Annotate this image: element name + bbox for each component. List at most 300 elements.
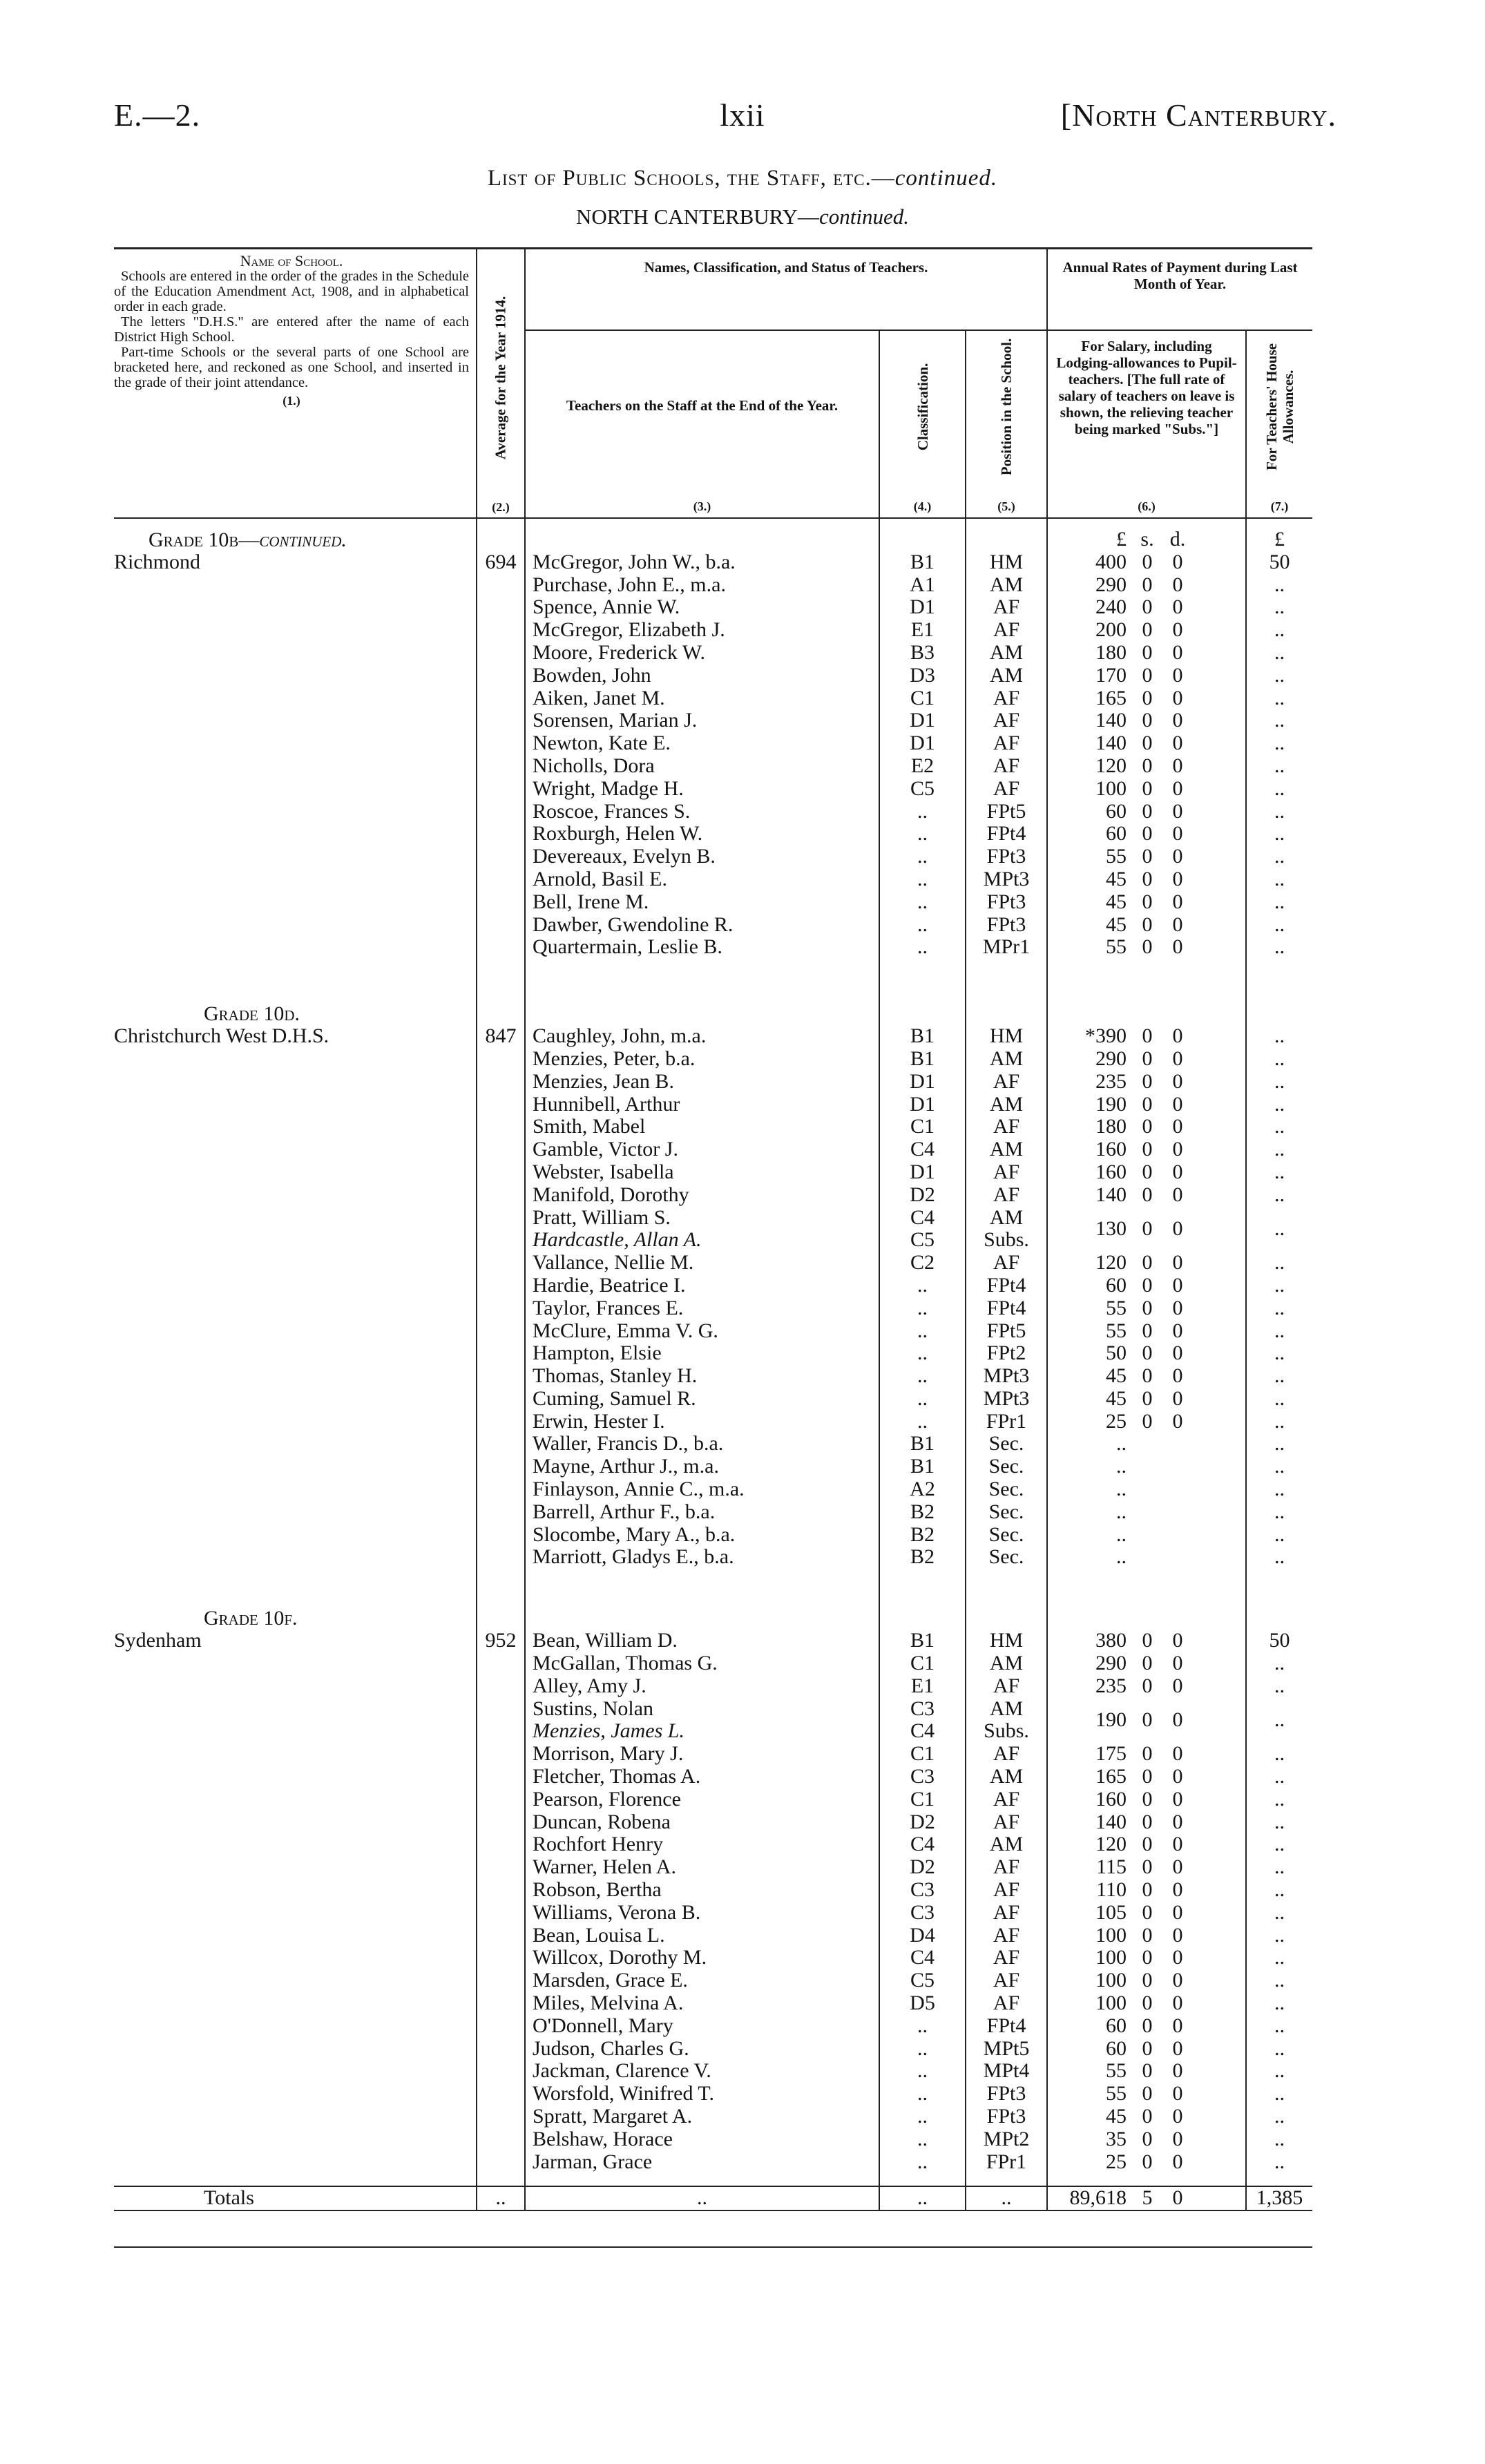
teacher-name [525,1675,879,1698]
salary-pence: 0 [1172,822,1183,846]
classification: C4 [879,1720,966,1743]
salary-pounds: 60 [1106,1273,1127,1297]
teacher-name-text: Belshaw, Horace [533,2127,673,2150]
salary-cell [1047,551,1246,574]
classification: C1 [879,1116,966,1138]
teacher-name-text: Waller, Francis D., b.a. [533,1432,724,1455]
salary-pounds: 165 [1095,686,1127,709]
salary-cell [1047,1766,1246,1788]
salary-shillings [1132,1455,1162,1478]
table-row [114,846,1312,868]
teacher-name [525,1947,879,1969]
salary-cell [1047,1025,1246,1048]
salary-shillings: 0 [1142,1765,1153,1788]
school-cell [114,1788,477,1811]
teacher-name [525,574,879,597]
house-allowance: .. [1246,1992,1312,2015]
table-row [114,1252,1312,1274]
salary-pence: 0 [1172,1251,1183,1274]
house-allowance: .. [1246,1138,1312,1161]
teacher-name [525,2060,879,2083]
header-position: Position in the School. (5.) [966,330,1047,518]
salary-cell [1047,936,1246,959]
salary-cell [1047,2151,1246,2174]
house-allowance: .. [1246,1207,1312,1252]
house-allowance: .. [1246,1116,1312,1138]
salary-pence: 0 [1172,1923,1183,1947]
average-cell [477,1652,525,1675]
teacher-name [525,846,879,868]
table-row [114,1788,1312,1811]
classification: .. [879,936,966,959]
position: AF [966,1161,1047,1184]
classification: .. [879,1365,966,1388]
position: AF [966,1902,1047,1925]
salary-shillings: 0 [1142,573,1153,596]
teacher-name [525,1116,879,1138]
salary-cell [1047,665,1246,687]
table-row [114,732,1312,755]
salary-pence: 0 [1172,1629,1183,1652]
teacher-name-text: Menzies, Peter, b.a. [533,1047,696,1070]
salary-shillings: 0 [1142,1787,1153,1811]
position: HM [966,1025,1047,1048]
position: AM [966,1207,1047,1230]
salary-cell [1047,1161,1246,1184]
salary-pence: 0 [1172,845,1183,868]
average-cell [477,1992,525,2015]
average-cell [477,1879,525,1902]
salary-cell [1047,1811,1246,1834]
classification: C4 [879,1138,966,1161]
house-allowance: .. [1246,1856,1312,1879]
salary-shillings: 0 [1142,1069,1153,1093]
totals-pence: 0 [1172,2186,1183,2210]
house-allowance: .. [1246,1478,1312,1501]
table-row [114,914,1312,937]
header-house-allowance: For Teachers' House Allowances. (7.) [1246,330,1312,518]
teacher-name [525,1879,879,1902]
teacher-name-text: Vallance, Nellie M. [533,1251,694,1274]
classification: B1 [879,1048,966,1071]
average-cell [477,1342,525,1365]
position: HM [966,551,1047,574]
salary-shillings [1132,1546,1162,1569]
house-allowance: .. [1246,1184,1312,1207]
classification: C4 [879,1207,966,1230]
salary-pence: 0 [1172,1674,1183,1697]
average-cell [477,1433,525,1455]
school-cell [114,1342,477,1365]
classification: D1 [879,1161,966,1184]
teacher-name [525,619,879,642]
teacher-name [525,2015,879,2038]
salary-pence: 0 [1172,2127,1183,2150]
classification: C1 [879,1788,966,1811]
salary-cell [1047,891,1246,914]
salary-pence: 0 [1172,618,1183,642]
teacher-name-text: Aiken, Janet M. [533,686,665,709]
position: AF [966,1116,1047,1138]
school-cell [114,596,477,619]
teacher-name [525,1320,879,1343]
teacher-name [525,1025,879,1048]
teacher-name-text: Sustins, Nolan [533,1697,654,1720]
salary-pence: 0 [1172,1900,1183,1924]
classification: C5 [879,778,966,801]
house-allowance: .. [1246,2060,1312,2083]
teacher-name-text: Roxburgh, Helen W. [533,822,703,846]
teacher-name-text: Warner, Helen A. [533,1855,676,1879]
salary-pounds: 140 [1095,709,1127,732]
average-cell [477,2038,525,2061]
average-cell [477,1388,525,1411]
average-cell [477,1524,525,1547]
school-cell [114,1833,477,1856]
salary-pence: 0 [1172,1708,1183,1732]
teacher-name [525,778,879,801]
table-row [114,1388,1312,1411]
position: AF [966,1856,1047,1879]
school-cell [114,1411,477,1433]
classification: C1 [879,1652,966,1675]
table-row [114,1856,1312,1879]
house-allowance: .. [1246,1766,1312,1788]
average-cell [477,1766,525,1788]
teacher-name-text: Bell, Irene M. [533,890,649,913]
teacher-name-text: Cuming, Samuel R. [533,1386,696,1410]
classification: C5 [879,1229,966,1252]
teacher-name [525,1811,879,1834]
classification: D1 [879,1093,966,1116]
position: Sec. [966,1546,1047,1569]
salary-cell [1047,1365,1246,1388]
salary-pence: 0 [1172,1833,1183,1856]
position: MPt3 [966,1388,1047,1411]
salary-cell [1047,1411,1246,1433]
classification: D5 [879,1992,966,2015]
school-cell [114,1002,477,1048]
salary-cell [1047,1698,1246,1744]
teacher-name [525,936,879,959]
school-cell [114,642,477,665]
teacher-name [525,1388,879,1411]
school-cell [114,1207,477,1230]
house-allowance: .. [1246,755,1312,778]
header-average: Average for the Year 1914. (2.) [477,249,525,519]
position: FPt4 [966,823,1047,846]
totals-house: 1,385 [1246,2186,1312,2210]
classification: D4 [879,1925,966,1947]
salary-pounds: 45 [1106,1386,1127,1410]
house-allowance: .. [1246,1388,1312,1411]
teacher-name-text: Miles, Melvina A. [533,1992,684,2015]
classification: .. [879,2060,966,2083]
school-cell [114,1743,477,1766]
school-cell [114,1811,477,1834]
table-row [114,1455,1312,1478]
table-row [114,1652,1312,1675]
salary-pence: 0 [1172,1386,1183,1410]
salary-pounds: 130 [1095,1216,1127,1240]
salary-shillings: 0 [1142,1878,1153,1902]
totals-label: Totals [114,2186,477,2210]
house-allowance: .. [1246,619,1312,642]
salary-pence: 0 [1172,1115,1183,1138]
position: MPt4 [966,2060,1047,2083]
grade-continued: continued. [259,528,347,551]
salary-pounds: 380 [1095,1629,1127,1652]
school-cell [114,1675,477,1698]
salary-pounds: 100 [1095,776,1127,800]
salary-pence: 0 [1172,1183,1183,1206]
house-allowance: .. [1246,1411,1312,1433]
teacher-name [525,2151,879,2174]
teacher-name [525,551,879,574]
classification: B1 [879,1455,966,1478]
teacher-name-text: Hampton, Elsie [533,1341,662,1365]
school-cell [114,528,477,574]
salary-pence: 0 [1172,1364,1183,1388]
salary-pence: 0 [1172,2150,1183,2173]
average-cell [477,801,525,823]
salary-shillings: 0 [1142,754,1153,777]
position: AM [966,1766,1047,1788]
table-row [114,1879,1312,1902]
salary-shillings: 0 [1142,1833,1153,1856]
average-cell [477,914,525,937]
salary-cell [1047,687,1246,710]
teacher-name [525,1365,879,1388]
position: FPt3 [966,914,1047,937]
salary-pounds: 120 [1095,1251,1127,1274]
totals-shillings: 5 [1142,2186,1153,2210]
average-cell [477,596,525,619]
house-allowance: .. [1246,1252,1312,1274]
header-teachers: Teachers on the Staff at the End of the Year. (3.) [525,330,879,518]
salary-pounds: 100 [1095,1923,1127,1947]
salary-cell [1047,1524,1246,1547]
salary-pounds: 55 [1106,1319,1127,1342]
salary-shillings: 0 [1142,709,1153,732]
salary-pounds: .. [1116,1432,1127,1455]
school-cell [114,619,477,642]
classification: .. [879,2105,966,2128]
position: AF [966,1811,1047,1834]
salary-pounds: .. [1116,1455,1127,1478]
salary-cell [1047,1433,1246,1455]
salary-shillings: 0 [1142,2014,1153,2037]
classification: .. [879,801,966,823]
average-cell [477,1833,525,1856]
classification: E1 [879,619,966,642]
table-row [114,1207,1312,1230]
salary-pounds: 180 [1095,1115,1127,1138]
school-cell [114,1229,477,1252]
grade-heading [114,1607,298,1630]
school-cell [114,1607,477,1652]
salary-pence: 0 [1172,573,1183,596]
table-row [114,1093,1312,1116]
salary-cell [1047,1297,1246,1320]
house-allowance: .. [1246,1743,1312,1766]
salary-shillings: 0 [1142,1251,1153,1274]
house-allowance: .. [1246,2128,1312,2151]
teacher-name-text: Webster, Isabella [533,1160,674,1183]
salary-cell [1047,1184,1246,1207]
table-row [114,1992,1312,2015]
average-cell [477,1720,525,1743]
position: Subs. [966,1229,1047,1252]
table-row [114,709,1312,732]
teacher-name-text: Mayne, Arthur J., m.a. [533,1455,719,1478]
classification: B1 [879,1433,966,1455]
teacher-name [525,1184,879,1207]
salary-shillings: 0 [1142,1160,1153,1183]
salary-pounds: 180 [1095,640,1127,664]
position: AF [966,1675,1047,1698]
average-cell [477,1207,525,1230]
school-cell [114,1388,477,1411]
salary-shillings: 0 [1142,1923,1153,1947]
salary-shillings: 0 [1142,1810,1153,1833]
salary-cell [1047,1501,1246,1524]
salary-pounds: 190 [1095,1092,1127,1116]
salary-shillings: 0 [1142,686,1153,709]
table-row [114,1184,1312,1207]
salary-pounds: 235 [1095,1674,1127,1697]
school-cell [114,1093,477,1116]
salary-cell [1047,1833,1246,1856]
position: AM [966,1698,1047,1721]
salary-shillings: 0 [1142,1092,1153,1116]
table-row [114,1161,1312,1184]
salary-pounds: 45 [1106,2105,1127,2128]
average-cell: 694 [477,551,525,574]
school-cell [114,1969,477,1992]
classification: D1 [879,1071,966,1093]
teacher-name-text: Sorensen, Marian J. [533,709,698,732]
salary-cell [1047,778,1246,801]
average-cell [477,1947,525,1969]
table-row [114,1116,1312,1138]
school-cell [114,1652,477,1675]
position: AM [966,1833,1047,1856]
school-cell [114,1856,477,1879]
average-cell [477,1902,525,1925]
salary-cell [1047,1992,1246,2015]
salary-cell [1047,2060,1246,2083]
classification: .. [879,868,966,891]
salary-cell [1047,1274,1246,1297]
school-cell [114,2038,477,2061]
house-allowance: .. [1246,1274,1312,1297]
salary-shillings: 0 [1142,1708,1153,1732]
salary-cell [1047,1138,1246,1161]
classification: B2 [879,1524,966,1547]
salary-cell [1047,1879,1246,1902]
teacher-name [525,1274,879,1297]
teacher-name [525,1252,879,1274]
position: AF [966,709,1047,732]
average-cell [477,891,525,914]
salary-pence: 0 [1172,1992,1183,2015]
average-cell [477,1925,525,1947]
salary-pounds: 100 [1095,1969,1127,1992]
totals-pounds: 89,618 [1069,2186,1127,2210]
school-cell [114,1365,477,1388]
salary-pence: 0 [1172,1216,1183,1240]
salary-pence: 0 [1172,1855,1183,1879]
salary-shillings [1132,1524,1162,1547]
salary-cell [1047,1630,1246,1652]
house-allowance: .. [1246,1524,1312,1547]
teacher-name-text: Menzies, Jean B. [533,1069,674,1093]
table-row [114,1947,1312,1969]
average-cell [477,1811,525,1834]
salary-shillings: 0 [1142,1319,1153,1342]
salary-pence: 0 [1172,1296,1183,1319]
teacher-name-text: Alley, Amy J. [533,1674,646,1697]
teacher-name-text: Caughley, John, m.a. [533,1024,707,1048]
school-cell [114,2015,477,2038]
salary-shillings: 0 [1142,1115,1153,1138]
school-cell [114,1720,477,1743]
salary-shillings: 0 [1142,935,1153,959]
salary-pounds: 290 [1095,1047,1127,1070]
house-allowance: .. [1246,1048,1312,1071]
position: AF [966,596,1047,619]
staff-table [114,247,1312,2211]
school-cell [114,2105,477,2128]
salary-cell [1047,2038,1246,2061]
school-cell [114,1071,477,1093]
school-cell [114,1116,477,1138]
teacher-name-text: Gamble, Victor J. [533,1138,678,1161]
salary-pounds: 140 [1095,1183,1127,1206]
salary-shillings: 0 [1142,822,1153,846]
position: FPt3 [966,2083,1047,2105]
school-cell [114,1524,477,1547]
salary-cell [1047,1388,1246,1411]
salary-pence: 0 [1172,550,1183,573]
school-cell [114,1320,477,1343]
page-district: [North Canterbury. [1060,97,1336,133]
classification: A1 [879,574,966,597]
salary-shillings: 0 [1142,799,1153,823]
salary-cell [1047,1947,1246,1969]
teacher-name-text: Bowden, John [533,663,651,687]
school-name: Christchurch West D.H.S. [114,1024,329,1048]
salary-pounds: 45 [1106,890,1127,913]
salary-cell [1047,1743,1246,1766]
position: MPt2 [966,2128,1047,2151]
page-number: lxii [720,97,765,133]
totals-row [114,2186,1312,2210]
house-allowance: .. [1246,1365,1312,1388]
salary-shillings: 0 [1142,618,1153,642]
average-cell [477,619,525,642]
salary-shillings: 0 [1142,913,1153,936]
salary-cell [1047,1478,1246,1501]
teacher-name-text: Arnold, Basil E. [533,867,667,890]
salary-pence: 0 [1172,890,1183,913]
teacher-name [525,1902,879,1925]
school-cell [114,778,477,801]
teacher-name-text: Newton, Kate E. [533,732,671,755]
salary-pence: 0 [1172,1409,1183,1433]
house-allowance: .. [1246,1546,1312,1569]
